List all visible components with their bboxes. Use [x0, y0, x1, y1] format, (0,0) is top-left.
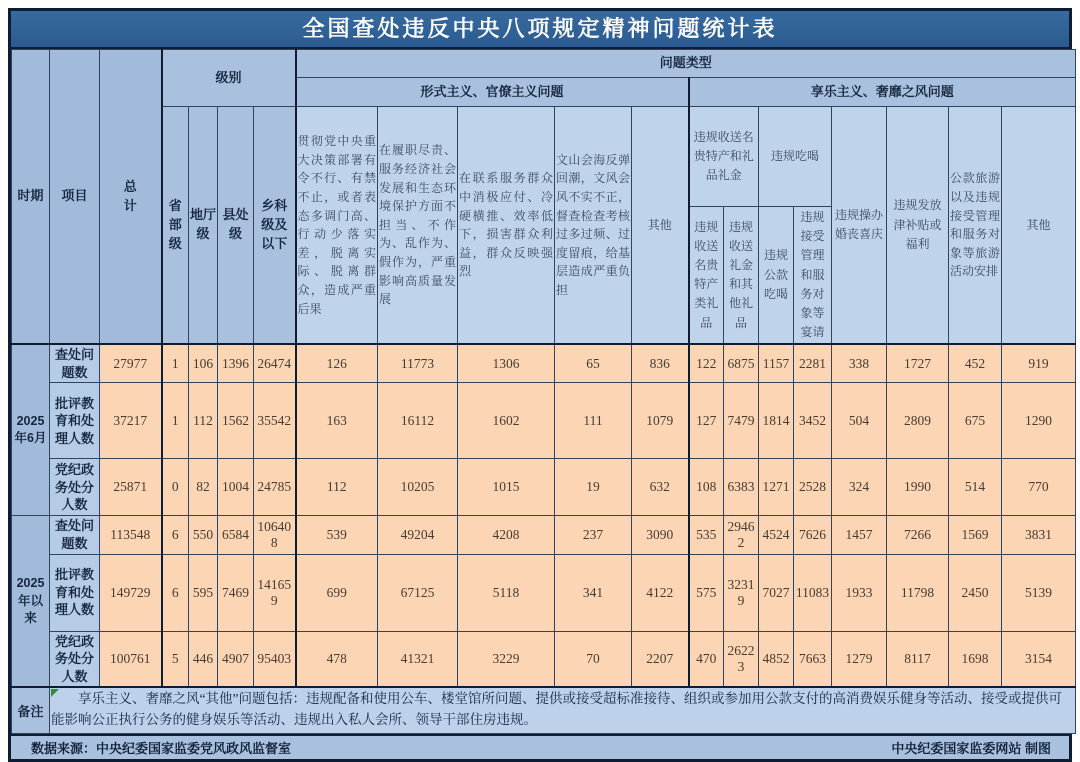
data-cell: 24785: [254, 459, 296, 516]
table-row: [12, 554, 1076, 631]
data-cell: 2450: [949, 554, 1002, 631]
data-cell: 4122: [632, 554, 689, 631]
data-cell: 7626: [794, 516, 832, 554]
row-label: 查处问题数: [50, 516, 100, 554]
data-cell: 11773: [378, 344, 458, 383]
data-cell: 550: [189, 516, 218, 554]
header-problem-type-group: 问题类型: [296, 50, 1076, 78]
data-cell: 1279: [832, 631, 887, 687]
data-cell: 1157: [759, 344, 794, 383]
header-wedding-funeral: 违规操办婚丧喜庆: [832, 107, 887, 345]
header-total: [100, 50, 162, 345]
data-cell: 8117: [887, 631, 949, 687]
data-cell: 0: [162, 459, 189, 516]
row-label: 批评教育和处理人数: [50, 554, 100, 631]
data-cell: 514: [949, 459, 1002, 516]
data-cell: 6: [162, 554, 189, 631]
data-cell: 1015: [458, 459, 555, 516]
row-label: 党纪政务处分人数: [50, 631, 100, 687]
data-cell: 113548: [100, 516, 162, 554]
data-cell: 3229: [458, 631, 555, 687]
row-label: 党纪政务处分人数: [50, 459, 100, 516]
data-cell: 7469: [218, 554, 254, 631]
header-dining-col-2: 违规接受管理和服务对象等宴请: [794, 207, 832, 345]
data-cell: 6584: [218, 516, 254, 554]
header-formalism-other: 其他: [632, 107, 689, 345]
data-cell: 35542: [254, 383, 296, 459]
data-cell: 1602: [458, 383, 555, 459]
data-cell: 1: [162, 383, 189, 459]
data-cell: 67125: [378, 554, 458, 631]
data-cell: 100761: [100, 631, 162, 687]
data-cell: 675: [949, 383, 1002, 459]
data-cell: 1562: [218, 383, 254, 459]
data-cell: 699: [296, 554, 378, 631]
header-gifts-col-1: 违规收送名贵特产类礼品: [689, 207, 724, 345]
header-gifts-group: 违规收送名贵特产和礼品礼金: [689, 107, 759, 207]
data-cell: 1933: [832, 554, 887, 631]
header-level-prefecture: 地厅级: [189, 107, 218, 345]
header-gifts-col-2: 违规收送礼金和其他礼品: [724, 207, 759, 345]
note-text: 享乐主义、奢靡之风“其他”问题包括：违规配备和使用公车、楼堂馆所问题、提供或接受超标准接待、组织或参加用公款支付的高消费娱乐健身等活动、接受或提供可能影响公正执行公务的健身娱乐等活动、违规出入私人会所、领导干部住房违规。: [51, 691, 1062, 728]
data-cell: 2809: [887, 383, 949, 459]
data-cell: 1727: [887, 344, 949, 383]
data-cell: 5139: [1002, 554, 1076, 631]
data-cell: 1290: [1002, 383, 1076, 459]
header-formalism-col-3: 在联系服务群众中消极应付、冷硬横推、效率低下，损害群众利益，群众反映强烈: [458, 107, 555, 345]
header-dining-group: 违规吃喝: [759, 107, 832, 207]
data-cell: 7027: [759, 554, 794, 631]
header-dining-col-1: 违规公款吃喝: [759, 207, 794, 345]
data-cell: 6383: [724, 459, 759, 516]
data-cell: 29462: [724, 516, 759, 554]
data-cell: 6: [162, 516, 189, 554]
data-cell: 65: [555, 344, 632, 383]
statistics-table: [11, 49, 1076, 734]
data-cell: 2281: [794, 344, 832, 383]
cell-corner-marker: [51, 689, 59, 697]
data-cell: 1814: [759, 383, 794, 459]
period-label: 2025年6月: [12, 344, 50, 516]
header-level-county: 县处级: [218, 107, 254, 345]
data-cell: 1306: [458, 344, 555, 383]
data-cell: 836: [632, 344, 689, 383]
data-cell: 4208: [458, 516, 555, 554]
data-cell: 126: [296, 344, 378, 383]
data-cell: 5: [162, 631, 189, 687]
data-cell: 632: [632, 459, 689, 516]
data-cell: 4524: [759, 516, 794, 554]
statistics-sheet: [8, 8, 1072, 762]
data-cell: 478: [296, 631, 378, 687]
header-level-provincial: 省部级: [162, 107, 189, 345]
note-row: [12, 687, 1076, 733]
data-cell: 3090: [632, 516, 689, 554]
table-row: [12, 383, 1076, 459]
data-cell: 26223: [724, 631, 759, 687]
data-cell: 3452: [794, 383, 832, 459]
data-cell: 4907: [218, 631, 254, 687]
data-cell: 7266: [887, 516, 949, 554]
data-cell: 37217: [100, 383, 162, 459]
data-cell: 595: [189, 554, 218, 631]
data-cell: 1457: [832, 516, 887, 554]
data-source-text: 数据来源：中央纪委国家监委党风政风监督室: [31, 740, 292, 756]
data-cell: 26474: [254, 344, 296, 383]
header-level-township: 乡科级及以下: [254, 107, 296, 345]
row-label: 批评教育和处理人数: [50, 383, 100, 459]
data-cell: 1990: [887, 459, 949, 516]
data-cell: 1569: [949, 516, 1002, 554]
data-cell: 452: [949, 344, 1002, 383]
header-formalism-col-1: 贯彻党中央重大决策部署有令不行、有禁不止，或者表态多调门高、行动少落实差，脱离实际、脱离群众，造成严重后果: [296, 107, 378, 345]
data-cell: 112: [189, 383, 218, 459]
data-cell: 19: [555, 459, 632, 516]
data-cell: 70: [555, 631, 632, 687]
data-cell: 25871: [100, 459, 162, 516]
table-row: [12, 631, 1076, 687]
note-label: 备注: [12, 687, 50, 733]
data-cell: 338: [832, 344, 887, 383]
data-cell: 1396: [218, 344, 254, 383]
data-cell: 6875: [724, 344, 759, 383]
header-period: 时期: [12, 50, 50, 345]
data-cell: 141659: [254, 554, 296, 631]
header-formalism-group: 形式主义、官僚主义问题: [296, 78, 689, 107]
source-bar: [11, 734, 1069, 759]
data-cell: 11083: [794, 554, 832, 631]
data-cell: 11798: [887, 554, 949, 631]
data-cell: 16112: [378, 383, 458, 459]
data-cell: 3831: [1002, 516, 1076, 554]
data-cell: 535: [689, 516, 724, 554]
data-cell: 95403: [254, 631, 296, 687]
data-cell: 5118: [458, 554, 555, 631]
data-cell: 1: [162, 344, 189, 383]
data-cell: 2207: [632, 631, 689, 687]
note-text-cell: [50, 687, 1076, 733]
data-cell: 1079: [632, 383, 689, 459]
data-cell: 770: [1002, 459, 1076, 516]
table-row: [12, 516, 1076, 554]
data-cell: 106: [189, 344, 218, 383]
data-cell: 919: [1002, 344, 1076, 383]
data-cell: 112: [296, 459, 378, 516]
header-hedonism-other: 其他: [1002, 107, 1076, 345]
data-cell: 4852: [759, 631, 794, 687]
header-formalism-col-4: 文山会海反弹回潮，文风会风不实不正，督查检查考核过多过频、过度留痕，给基层造成严重负担: [555, 107, 632, 345]
header-item: 项目: [50, 50, 100, 345]
data-cell: 163: [296, 383, 378, 459]
data-cell: 1271: [759, 459, 794, 516]
table-row: [12, 459, 1076, 516]
data-cell: 504: [832, 383, 887, 459]
data-cell: 149729: [100, 554, 162, 631]
table-row: [12, 344, 1076, 383]
header-allowances: 违规发放津补贴或福利: [887, 107, 949, 345]
data-cell: 341: [555, 554, 632, 631]
header-total-label: 总计: [123, 178, 137, 213]
data-cell: 575: [689, 554, 724, 631]
period-label: 2025年以来: [12, 516, 50, 687]
data-cell: 32319: [724, 554, 759, 631]
data-cell: 82: [189, 459, 218, 516]
data-cell: 127: [689, 383, 724, 459]
data-cell: 111: [555, 383, 632, 459]
credit-text: 中央纪委国家监委网站 制图: [891, 740, 1051, 756]
data-cell: 2528: [794, 459, 832, 516]
data-cell: 108: [689, 459, 724, 516]
header-hedonism-group: 享乐主义、奢靡之风问题: [689, 78, 1076, 107]
data-cell: 10205: [378, 459, 458, 516]
header-travel: 公款旅游以及违规接受管理和服务对象等旅游活动安排: [949, 107, 1002, 345]
data-cell: 324: [832, 459, 887, 516]
data-cell: 1698: [949, 631, 1002, 687]
data-cell: 49204: [378, 516, 458, 554]
data-cell: 470: [689, 631, 724, 687]
data-cell: 3154: [1002, 631, 1076, 687]
header-level-group: 级别: [162, 50, 296, 107]
data-cell: 1004: [218, 459, 254, 516]
data-cell: 237: [555, 516, 632, 554]
row-label: 查处问题数: [50, 344, 100, 383]
data-cell: 7479: [724, 383, 759, 459]
data-cell: 41321: [378, 631, 458, 687]
data-cell: 446: [189, 631, 218, 687]
header-formalism-col-2: 在履职尽责、服务经济社会发展和生态环境保护方面不担当、不作为、乱作为、假作为，严重影响高质量发展: [378, 107, 458, 345]
data-cell: 27977: [100, 344, 162, 383]
data-cell: 106408: [254, 516, 296, 554]
page-title: 全国查处违反中央八项规定精神问题统计表: [11, 11, 1069, 49]
data-cell: 539: [296, 516, 378, 554]
data-cell: 122: [689, 344, 724, 383]
data-cell: 7663: [794, 631, 832, 687]
